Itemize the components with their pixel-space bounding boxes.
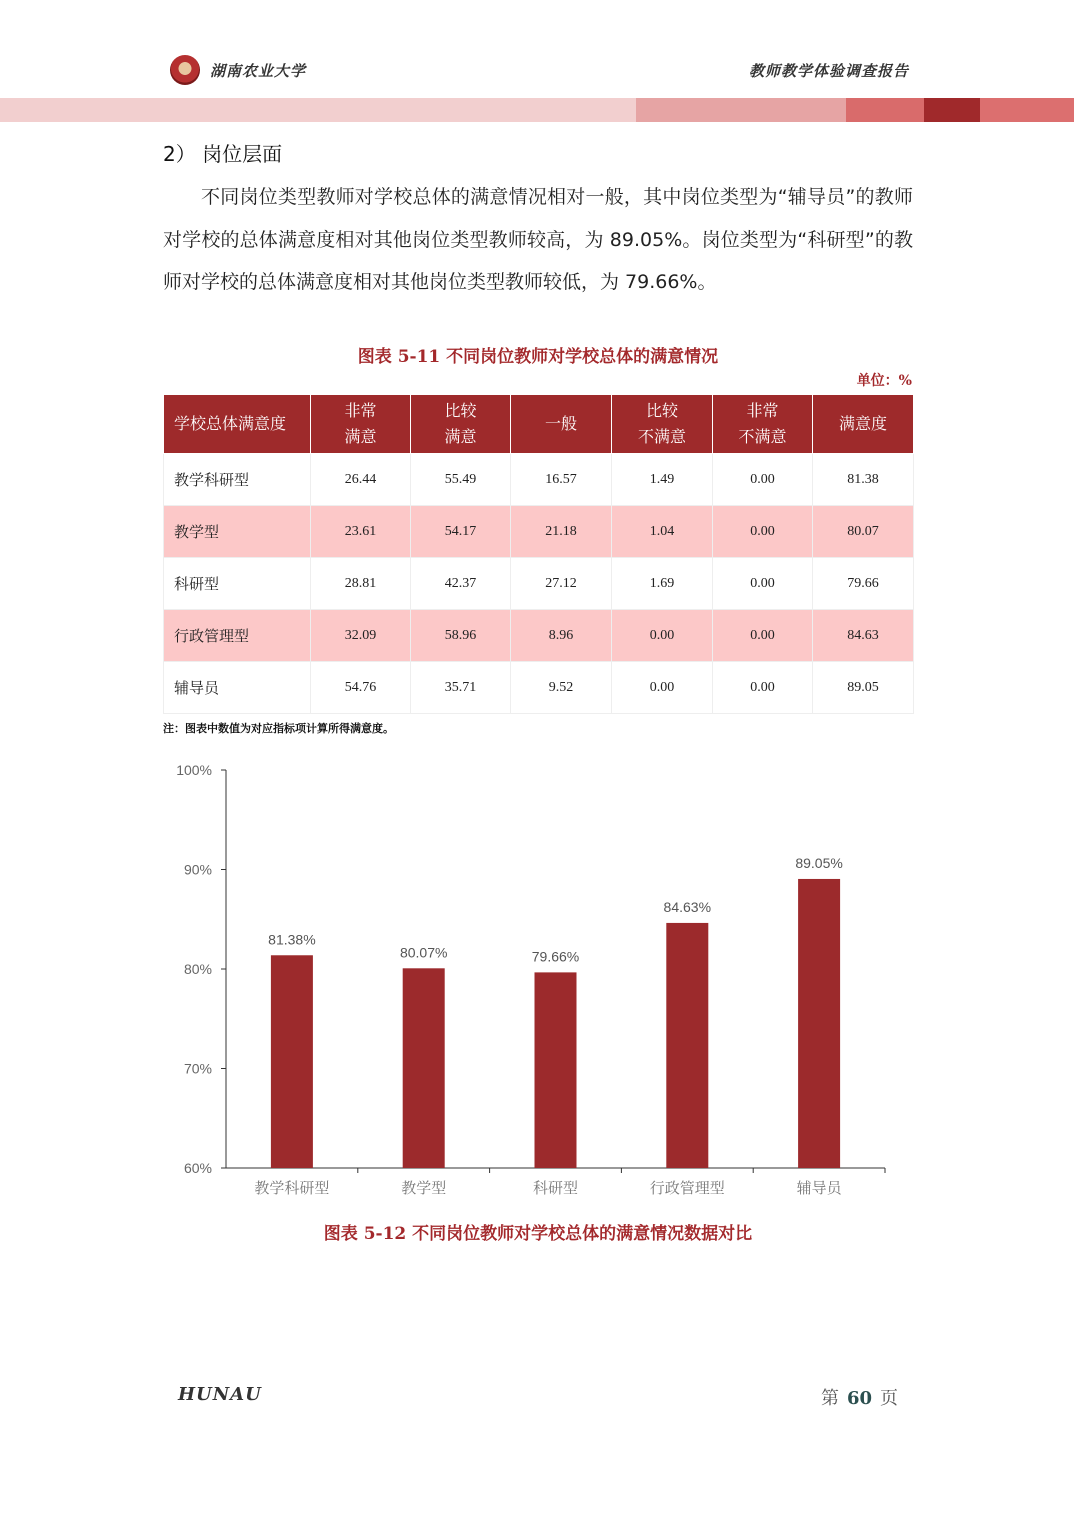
table-cell: 26.44 bbox=[311, 454, 411, 506]
table-cell: 89.05 bbox=[813, 662, 914, 714]
table-cell: 0.00 bbox=[713, 662, 813, 714]
table-cell: 0.00 bbox=[713, 610, 813, 662]
table-note: 注：图表中数值为对应指标项计算所得满意度。 bbox=[163, 722, 394, 735]
header-cell bbox=[411, 395, 511, 454]
table-row bbox=[164, 558, 914, 610]
satisfaction-bar-chart bbox=[163, 755, 913, 1210]
table-cell: 23.61 bbox=[311, 506, 411, 558]
table-row bbox=[164, 662, 914, 714]
footer-page-number bbox=[821, 1384, 898, 1410]
table-cell: 0.00 bbox=[612, 610, 713, 662]
table-cell: 35.71 bbox=[411, 662, 511, 714]
table-caption: 图表 5-11 不同岗位教师对学校总体的满意情况 bbox=[357, 347, 719, 367]
table-cell: 28.81 bbox=[311, 558, 411, 610]
chart-caption: 图表 5-12 不同岗位教师对学校总体的满意情况数据对比 bbox=[323, 1224, 753, 1244]
table-cell: 0.00 bbox=[713, 506, 813, 558]
header-band-2 bbox=[636, 98, 846, 122]
header-line: 比较 bbox=[645, 401, 678, 420]
header-line: 非常 bbox=[344, 401, 377, 420]
header-line: 不满意 bbox=[738, 427, 787, 446]
x-category-label: 科研型 bbox=[532, 1179, 579, 1197]
table-cell: 1.69 bbox=[612, 558, 713, 610]
x-category-label: 教学科研型 bbox=[254, 1179, 330, 1197]
header-cell bbox=[311, 395, 411, 454]
y-tick-label: 90% bbox=[183, 861, 212, 878]
bar bbox=[666, 923, 708, 1168]
table-cell: 0.00 bbox=[612, 662, 713, 714]
page-suffix: 页 bbox=[880, 1388, 898, 1409]
bar bbox=[271, 955, 313, 1168]
table-cell: 27.12 bbox=[511, 558, 612, 610]
table-cell: 54.17 bbox=[411, 506, 511, 558]
table-row bbox=[164, 610, 914, 662]
y-tick-label: 80% bbox=[183, 961, 212, 977]
header-band-1 bbox=[0, 98, 636, 122]
header-cell bbox=[612, 395, 713, 454]
x-category-label: 辅导员 bbox=[796, 1179, 842, 1197]
header-line: 不满意 bbox=[637, 427, 686, 446]
table-header-row bbox=[164, 395, 914, 454]
university-logo bbox=[170, 55, 200, 85]
satisfaction-table bbox=[163, 394, 914, 714]
header-report-title: 教师教学体验调查报告 bbox=[748, 62, 909, 80]
header-line: 满意 bbox=[444, 427, 477, 446]
header-line: 比较 bbox=[444, 401, 477, 420]
y-tick-label: 100% bbox=[176, 762, 212, 778]
footer-brand: HUNAU bbox=[178, 1384, 262, 1405]
table-cell: 55.49 bbox=[411, 454, 511, 506]
table-cell: 0.00 bbox=[713, 454, 813, 506]
header-line: 满意 bbox=[344, 427, 377, 446]
paragraph-text: 不同岗位类型教师对学校总体的满意情况相对一般，其中岗位类型为“辅导员”的教师对学校的总体满意度相对其他岗位类型教师较高，为 89.05%。岗位类型为“科研型”的教师对学校的总体满意度相对其他岗位类型教师较低，为 79.66%。 bbox=[163, 186, 913, 293]
table-cell: 9.52 bbox=[511, 662, 612, 714]
data-label: 84.63% bbox=[663, 898, 712, 915]
data-label: 80.07% bbox=[399, 944, 448, 961]
x-category-label: 教学型 bbox=[401, 1179, 447, 1197]
header-school-name: 湖南农业大学 bbox=[210, 62, 307, 80]
header-band-4 bbox=[924, 98, 980, 122]
table-row bbox=[164, 506, 914, 558]
row-label: 教学型 bbox=[164, 506, 311, 558]
header-line: 非常 bbox=[746, 401, 779, 420]
section-heading: 2） 岗位层面 bbox=[163, 142, 283, 166]
table-cell: 84.63 bbox=[813, 610, 914, 662]
y-tick-label: 70% bbox=[183, 1060, 212, 1077]
x-category-label: 行政管理型 bbox=[649, 1179, 725, 1197]
row-label: 教学科研型 bbox=[164, 454, 311, 506]
row-label: 科研型 bbox=[164, 558, 311, 610]
bar bbox=[403, 968, 445, 1168]
table-cell: 80.07 bbox=[813, 506, 914, 558]
header-cell bbox=[713, 395, 813, 454]
table-cell: 58.96 bbox=[411, 610, 511, 662]
header-cell: 一般 bbox=[511, 395, 612, 454]
bar bbox=[535, 972, 577, 1168]
table-cell: 0.00 bbox=[713, 558, 813, 610]
table-row bbox=[164, 454, 914, 506]
header-band-3 bbox=[846, 98, 924, 122]
data-label: 89.05% bbox=[795, 854, 843, 871]
data-label: 81.38% bbox=[268, 931, 316, 948]
table-cell: 81.38 bbox=[813, 454, 914, 506]
row-label: 辅导员 bbox=[164, 662, 311, 714]
table-cell: 42.37 bbox=[411, 558, 511, 610]
row-label: 行政管理型 bbox=[164, 610, 311, 662]
table-cell: 79.66 bbox=[813, 558, 914, 610]
header-cell: 满意度 bbox=[813, 395, 914, 454]
table-cell: 21.18 bbox=[511, 506, 612, 558]
bar bbox=[798, 879, 840, 1168]
page-prefix: 第 bbox=[820, 1388, 839, 1409]
unit-label: 单位：% bbox=[856, 373, 912, 389]
data-label: 79.66% bbox=[531, 948, 580, 965]
table-cell: 8.96 bbox=[511, 610, 612, 662]
page-number: 60 bbox=[846, 1388, 872, 1409]
table-cell: 16.57 bbox=[511, 454, 612, 506]
y-tick-label: 60% bbox=[183, 1160, 212, 1176]
header-cell: 学校总体满意度 bbox=[164, 395, 311, 454]
table-cell: 1.49 bbox=[612, 454, 713, 506]
header-band-5 bbox=[980, 98, 1074, 122]
table-cell: 32.09 bbox=[311, 610, 411, 662]
table-cell: 54.76 bbox=[311, 662, 411, 714]
table-cell: 1.04 bbox=[612, 506, 713, 558]
body-paragraph bbox=[163, 176, 913, 304]
